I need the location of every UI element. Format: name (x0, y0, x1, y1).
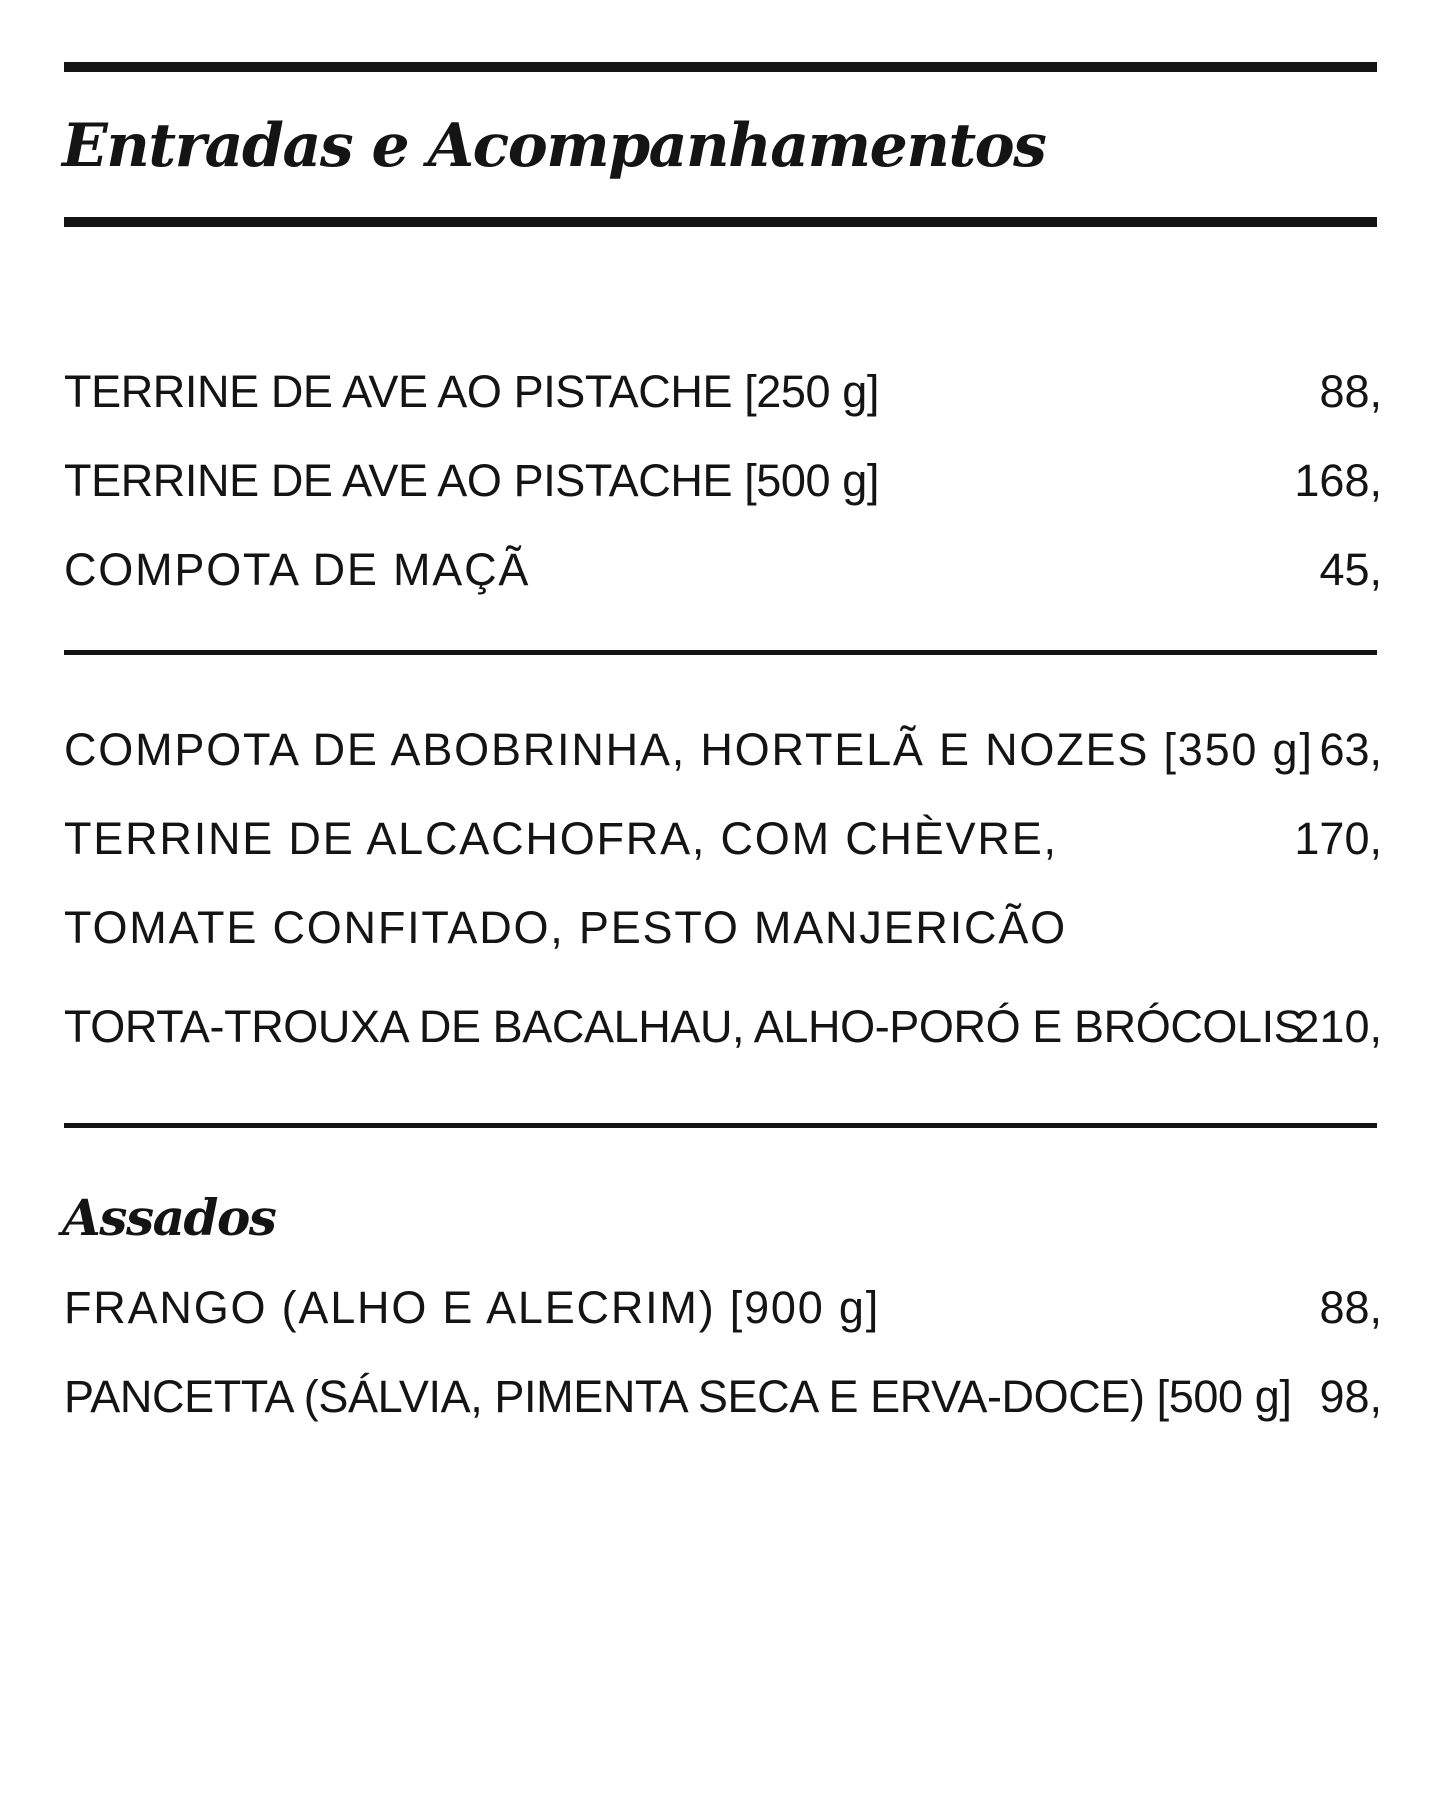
menu-item-price: 170, (1294, 813, 1382, 864)
menu-item-price: 210, (1294, 1001, 1382, 1052)
menu-item-price: 88, (1319, 1282, 1382, 1333)
menu-item-price: 63, (1319, 724, 1382, 775)
menu-item-name: TERRINE DE ALCACHOFRA, COM CHÈVRE, (64, 813, 1058, 864)
menu-item-name: TERRINE DE AVE AO PISTACHE [250 g] (64, 366, 880, 417)
menu-item-price: 98, (1319, 1371, 1382, 1422)
menu-item-name: TERRINE DE AVE AO PISTACHE [500 g] (64, 455, 880, 506)
section-title-assados: Assados (62, 1188, 276, 1247)
menu-item-price: 88, (1319, 366, 1382, 417)
menu-item-name: COMPOTA DE MAÇÃ (64, 544, 531, 595)
menu-item-name: TORTA-TROUXA DE BACALHAU, ALHO-PORÓ E BRÓCOLIS (64, 1001, 1304, 1052)
group-divider (64, 650, 1377, 655)
menu-item-name: FRANGO (ALHO E ALECRIM) [900 g] (64, 1282, 881, 1333)
menu-item-name: COMPOTA DE ABOBRINHA, HORTELÃ E NOZES [350 g] (64, 724, 1314, 775)
menu-item-price: 168, (1294, 455, 1382, 506)
section-divider (64, 1123, 1377, 1128)
top-divider (64, 62, 1377, 72)
menu-item-price: 45, (1319, 544, 1382, 595)
menu-item-name-line2: TOMATE CONFITADO, PESTO MANJERICÃO (64, 902, 1067, 953)
menu-item-name: PANCETTA (SÁLVIA, PIMENTA SECA E ERVA-DOCE) [500 g] (64, 1371, 1292, 1422)
section-title-entradas: Entradas e Acompanhamentos (62, 111, 1046, 181)
heading-divider (64, 217, 1377, 227)
